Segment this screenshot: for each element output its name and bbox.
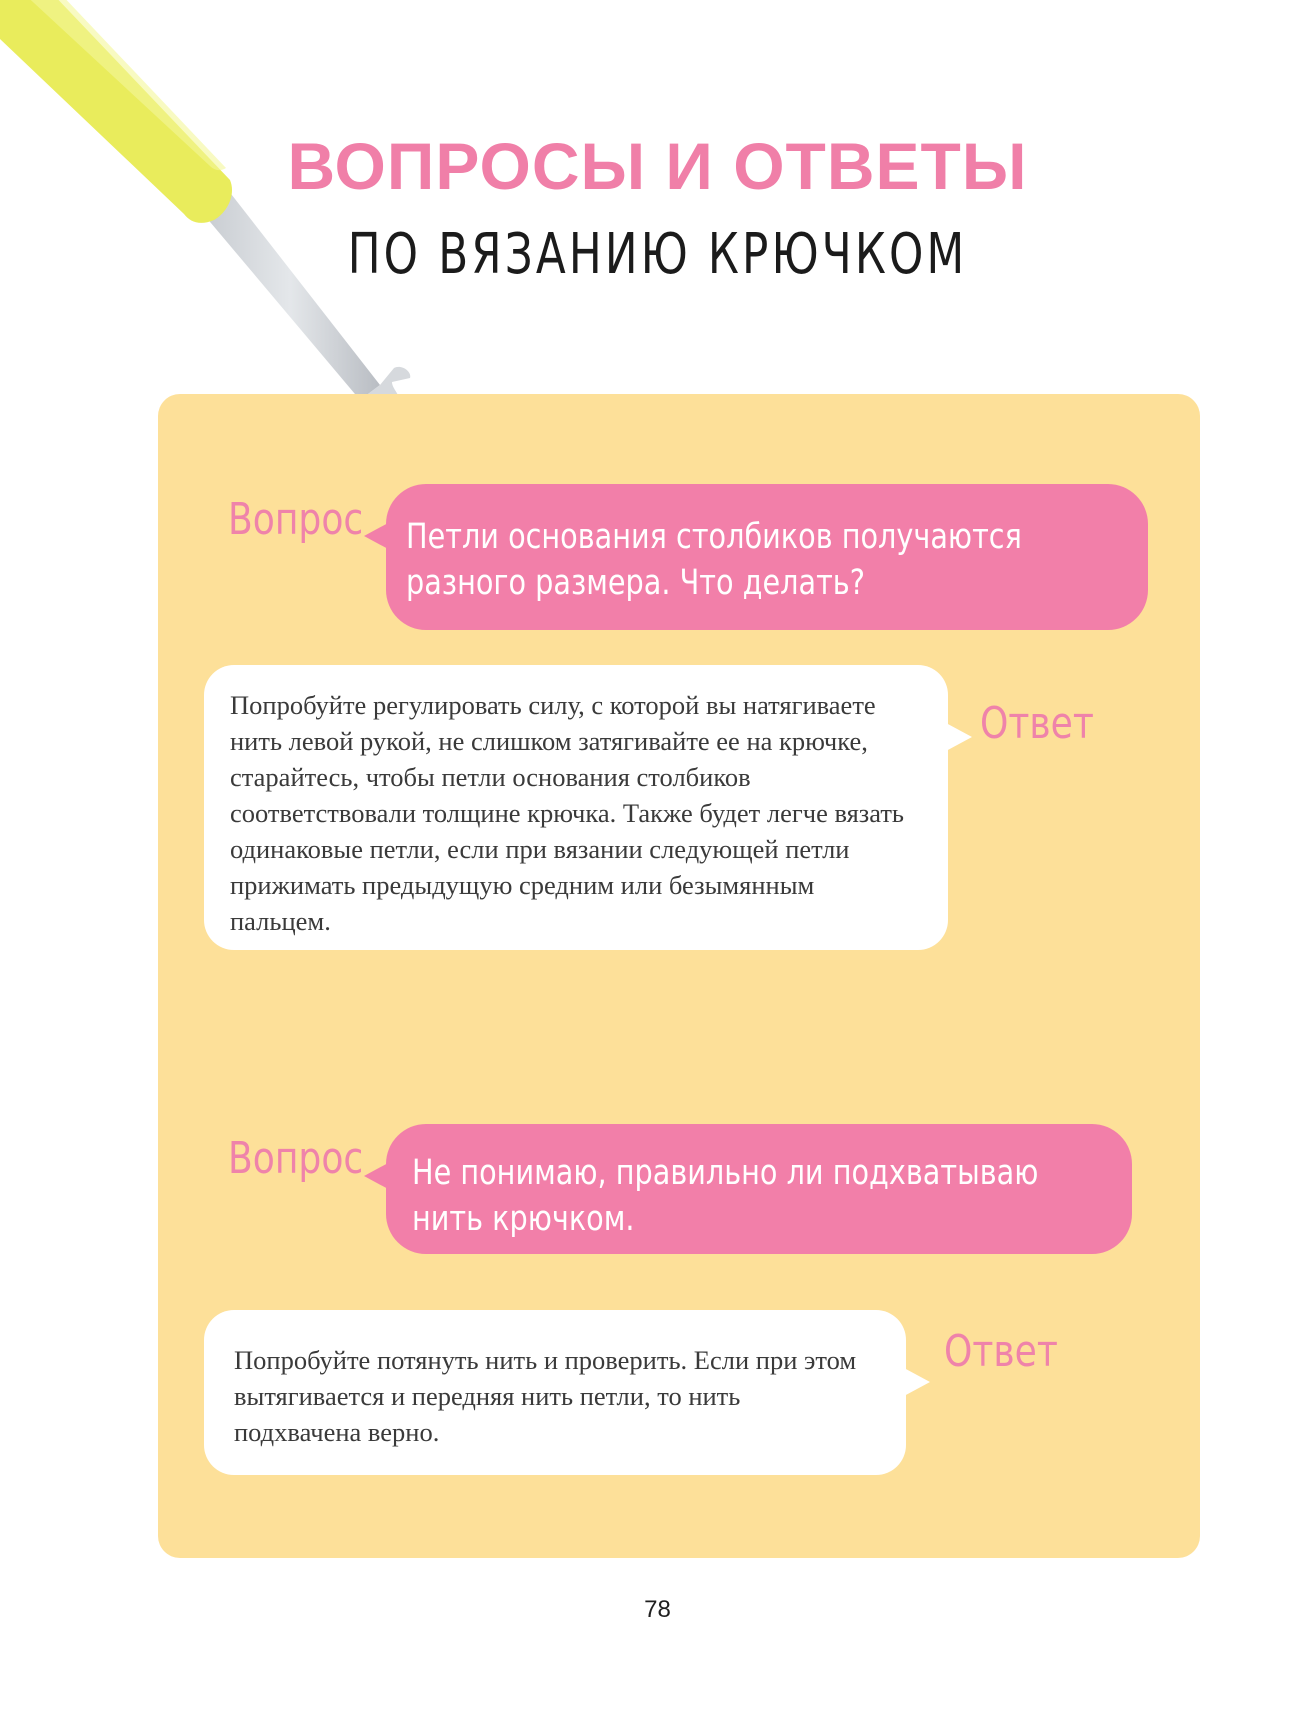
answer-bubble-1 [204,665,948,950]
question-text-2: Не понимаю, правильно ли подхватываю нить крючком. [412,1153,1039,1239]
answer-bubble-2 [204,1310,906,1475]
answer-text-1: Попробуйте регулировать силу, с которой вы натягиваете нить левой рукой, не слишком затягивайте ее на крючке, старайтесь, чтобы петли основания столбиков соответствовали толщине крючка. Также будет легче вязать одинаковые петли, если при вязании следующей петли прижимать предыдущую средним или безымянным пальцем. [230,690,905,936]
answer-bubble-tail [904,1368,930,1396]
answer-text-2: Попробуйте потянуть нить и проверить. Если при этом вытягивается и передняя нить петли, то нить подхвачена верно. [234,1345,857,1447]
answer-label-1: Ответ [980,698,1094,749]
question-label-2: Вопрос [228,1133,364,1184]
question-bubble-tail [364,522,390,550]
answer-label-2: Ответ [944,1326,1058,1377]
question-text-1: Петли основания столбиков получаются разного размера. Что делать? [406,517,1022,603]
question-bubble-2 [386,1124,1132,1254]
page-title: ВОПРОСЫ И ОТВЕТЫ [287,129,1028,203]
page-subtitle: ПО ВЯЗАНИЮ КРЮЧКОМ [347,222,968,287]
answer-bubble-tail [946,723,972,751]
question-label-1: Вопрос [228,494,364,545]
question-bubble-tail [364,1162,390,1190]
page-number: 78 [644,1596,671,1623]
question-bubble-1 [386,484,1148,630]
